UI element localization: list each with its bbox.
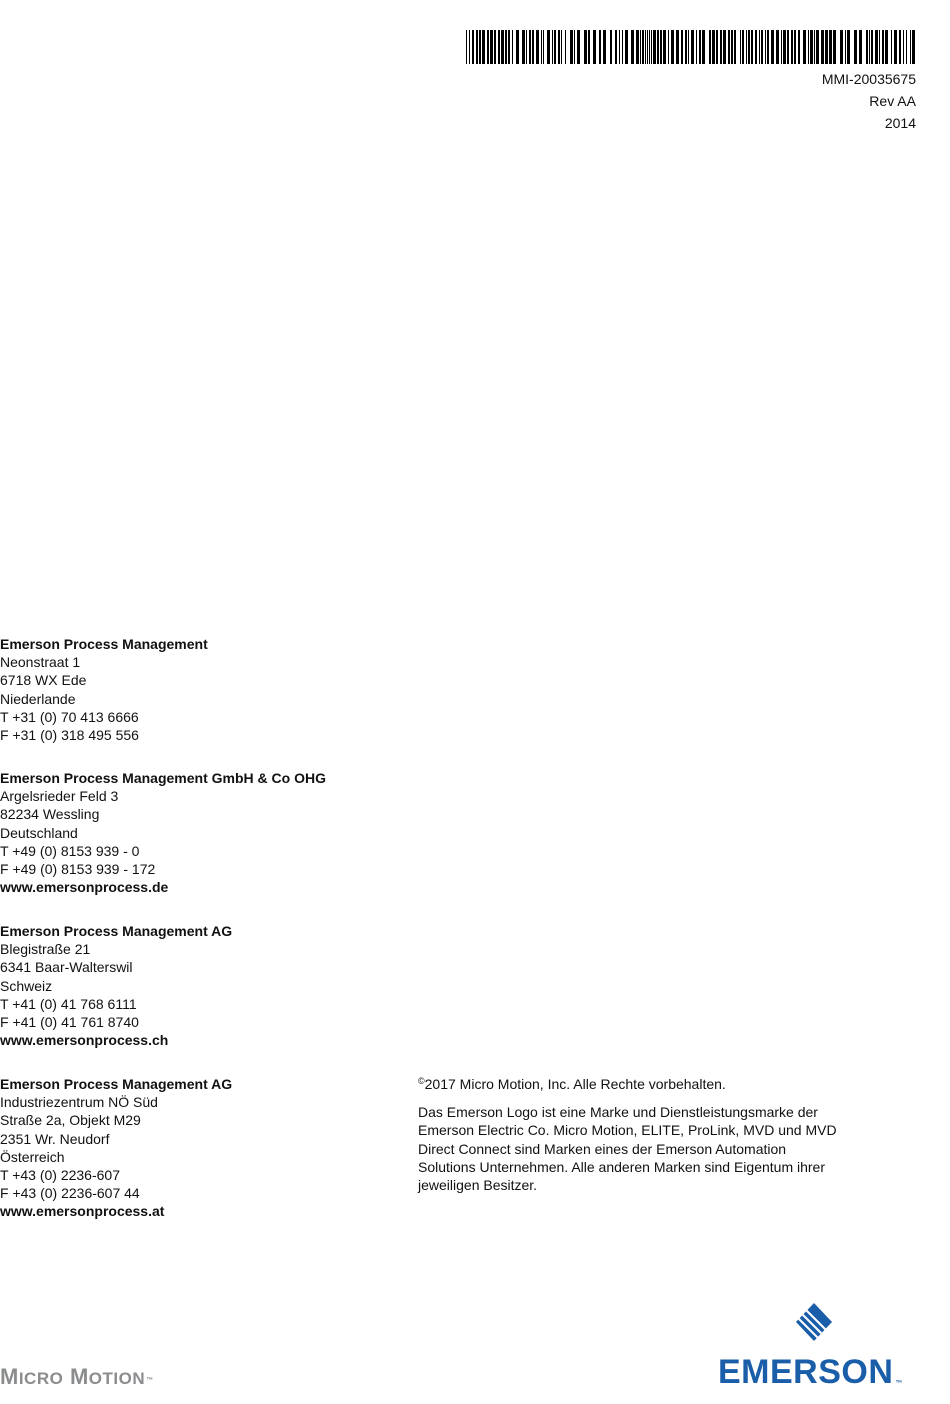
document-meta <box>822 68 916 134</box>
emerson-word: EMERSON <box>718 1353 894 1391</box>
address-switzerland <box>0 922 232 1049</box>
address-line: 6718 WX Ede <box>0 672 87 689</box>
company-name: Emerson Process Management AG <box>0 1076 233 1092</box>
logo-letters: ICRO <box>18 1369 64 1388</box>
address-line: Straße 2a, Objekt M29 <box>0 1112 141 1129</box>
company-name: Emerson Process Management GmbH & Co OHG <box>0 770 326 786</box>
copyright-line <box>418 1075 838 1093</box>
legal-notice <box>418 1075 838 1194</box>
phone-number: T +43 (0) 2236-607 <box>0 1167 120 1184</box>
fax-number: F +41 (0) 41 761 8740 <box>0 1014 139 1031</box>
logo-letter: M <box>0 1364 19 1389</box>
address-line: 82234 Wessling <box>0 806 100 823</box>
copyright-text: 2017 Micro Motion, Inc. Alle Rechte vorbehalten. <box>424 1076 726 1092</box>
address-germany <box>0 769 326 896</box>
barcode <box>466 30 916 64</box>
company-name: Emerson Process Management AG <box>0 923 233 939</box>
company-name: Emerson Process Management <box>0 636 208 652</box>
trademark-notice: Das Emerson Logo ist eine Marke und Dienstleistungsmarke der Emerson Electric Co. Micro Motion, ELITE, ProLink, MVD und MVD Direct Connect sind Marken eines der Emerson Automation Solutions Unternehmen. Alle anderen Marken sind Eigentum ihrer jeweiligen Besitzer. <box>418 1104 837 1194</box>
address-line: Schweiz <box>0 977 53 994</box>
trademark-symbol: ™ <box>146 1377 154 1384</box>
address-netherlands <box>0 635 208 744</box>
emerson-wordmark <box>718 1352 903 1404</box>
phone-number: T +41 (0) 41 768 6111 <box>0 995 137 1012</box>
document-revision: Rev AA <box>869 93 916 109</box>
address-line: Österreich <box>0 1148 65 1165</box>
logo-letters: OTION <box>88 1369 146 1388</box>
address-line: Niederlande <box>0 690 76 707</box>
website-link[interactable]: www.emersonprocess.ch <box>0 1032 169 1049</box>
fax-number: F +49 (0) 8153 939 - 172 <box>0 861 156 878</box>
document-number: MMI-20035675 <box>821 71 916 87</box>
address-line: Blegistraße 21 <box>0 941 91 958</box>
address-line: Industriezentrum NÖ Süd <box>0 1094 158 1111</box>
phone-number: T +31 (0) 70 413 6666 <box>0 708 139 725</box>
phone-number: T +49 (0) 8153 939 - 0 <box>0 842 140 859</box>
trademark-symbol: ™ <box>895 1380 903 1387</box>
micro-motion-logo <box>0 1364 154 1394</box>
address-line: Deutschland <box>0 824 78 841</box>
fax-number: F +43 (0) 2236-607 44 <box>0 1185 140 1202</box>
address-austria <box>0 1075 232 1221</box>
address-line: Neonstraat 1 <box>0 654 81 671</box>
address-line: 2351 Wr. Neudorf <box>0 1130 110 1147</box>
address-line: Argelsrieder Feld 3 <box>0 788 119 805</box>
fax-number: F +31 (0) 318 495 556 <box>0 727 139 744</box>
website-link[interactable]: www.emersonprocess.at <box>0 1203 165 1220</box>
website-link[interactable]: www.emersonprocess.de <box>0 879 169 896</box>
logo-letter: M <box>69 1364 89 1389</box>
address-line: 6341 Baar-Walterswil <box>0 959 133 976</box>
document-year: 2014 <box>884 115 916 131</box>
copyright-symbol: © <box>418 1076 425 1086</box>
emerson-diamond-icon <box>796 1303 832 1346</box>
